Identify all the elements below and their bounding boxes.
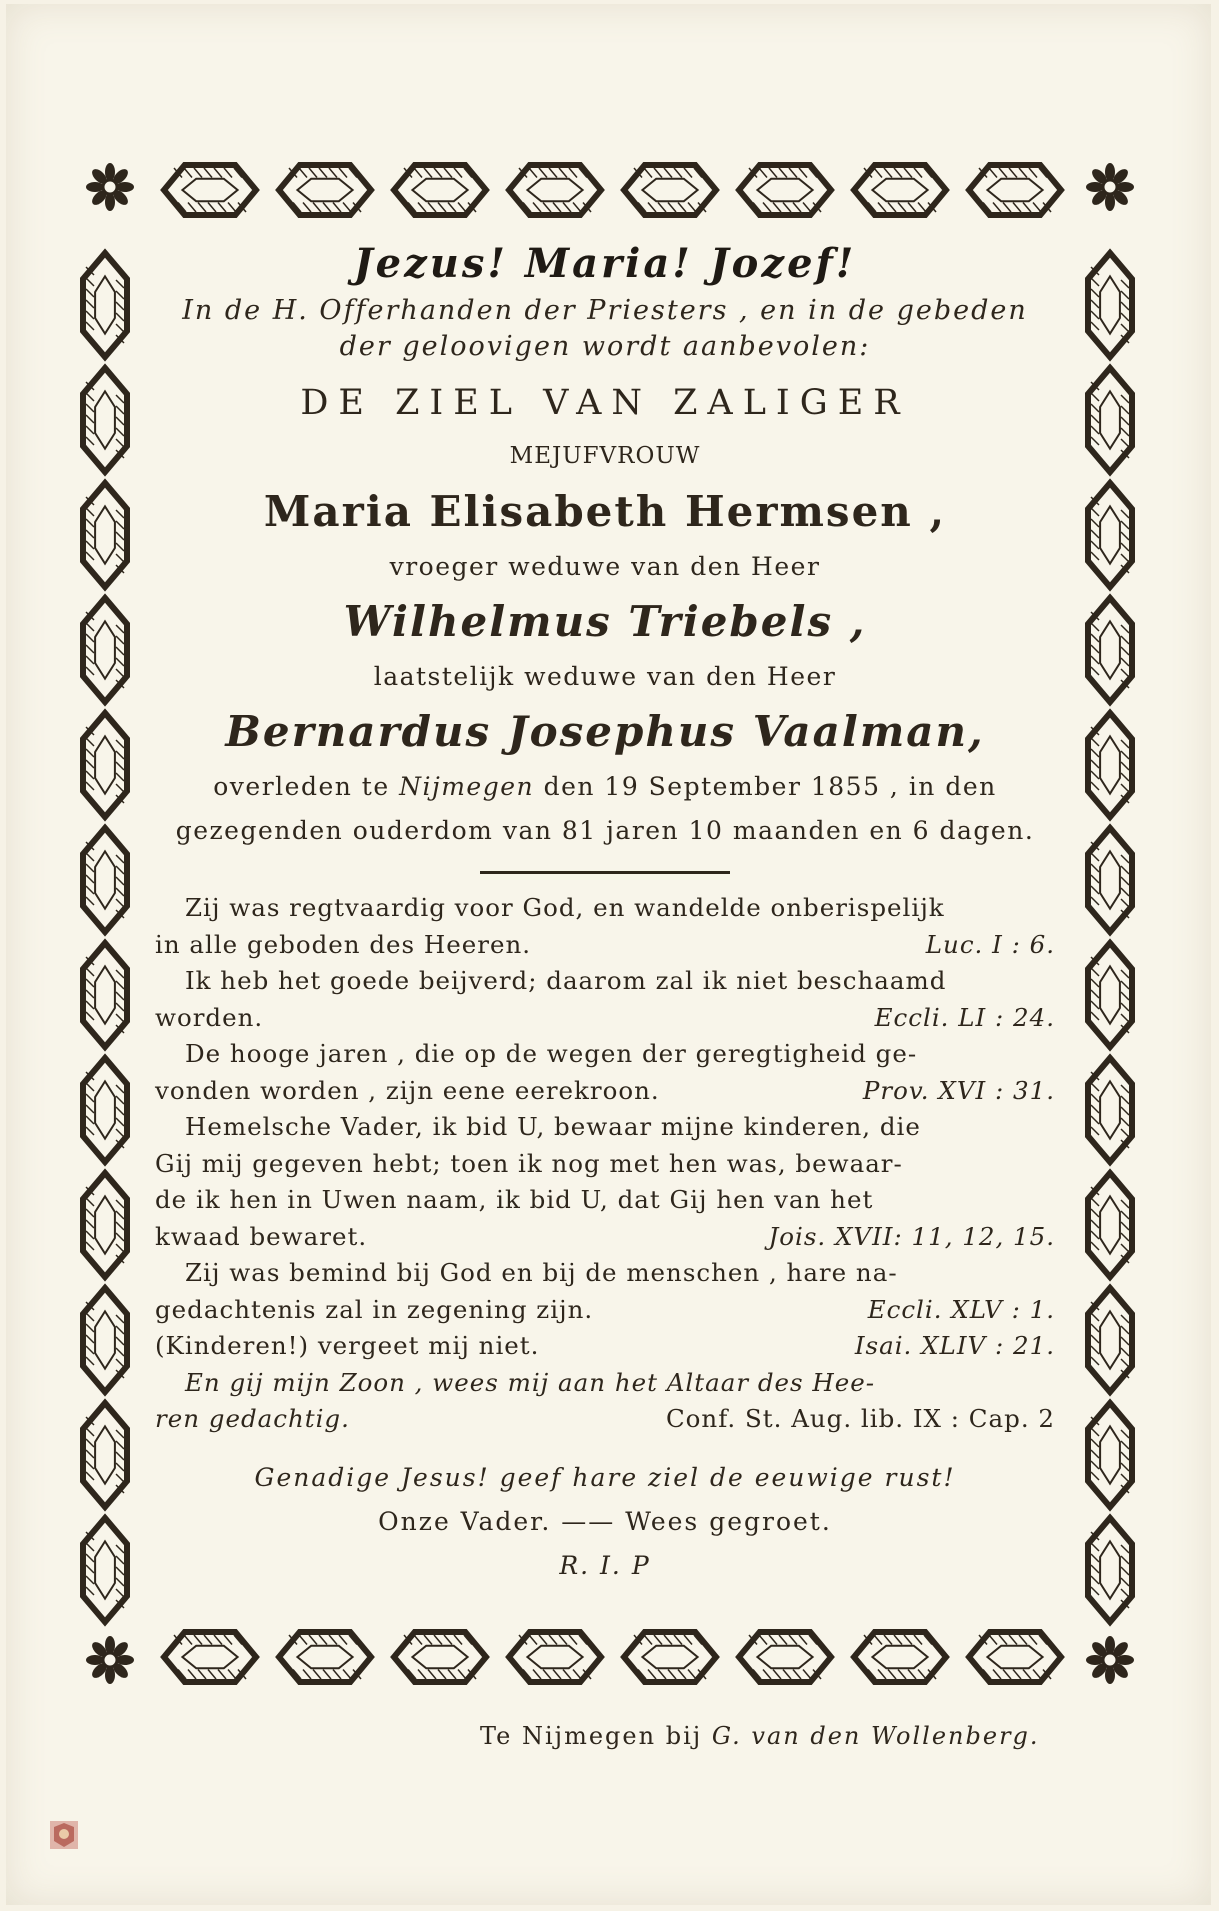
- verse-reference: Prov. XVI : 31.: [862, 1075, 1055, 1105]
- verse-reference: Luc. I : 6.: [925, 929, 1055, 959]
- verse-text: Zij was regtvaardig voor God, en wandelde onberispelijk: [185, 893, 945, 922]
- death-line-2: gezegenden ouderdom van 81 jaren 10 maanden en 6 dagen.: [175, 816, 1035, 845]
- intro-line-2: der geloovigen wordt aanbevolen:: [339, 331, 871, 362]
- deceased-name: Maria Elisabeth Hermsen ,: [263, 487, 947, 536]
- verse-reference: Eccli. XLV : 1.: [867, 1294, 1055, 1324]
- widow2-intro: laatstelijk weduwe van den Heer: [373, 662, 837, 691]
- verse-line: [155, 1109, 1055, 1146]
- soul-line: DE ZIEL VAN ZALIGER: [300, 383, 910, 423]
- verse-line: [155, 1036, 1055, 1073]
- prayer-line: Genadige Jesus! geef hare ziel de eeuwige rust!: [254, 1462, 956, 1492]
- death-line-1a: overleden te: [213, 772, 390, 801]
- death-line-1b: den 19 September 1855 , in den: [543, 772, 997, 801]
- archive-stamp-icon: [46, 1815, 82, 1855]
- corner-rosette-icon: [1086, 163, 1134, 211]
- verse-text: Ik heb het goede beijverd; daarom zal ik niet beschaamd: [185, 966, 947, 995]
- prayers-line-2: Onze Vader. —— Wees gegroet.: [378, 1506, 832, 1536]
- rip-line: R. I. P: [559, 1550, 651, 1580]
- verse-text: Hemelsche Vader, ik bid U, bewaar mijne kinderen, die: [185, 1112, 921, 1141]
- death-place: Nijmegen: [399, 772, 535, 801]
- verse-reference: Isai. XLIV : 21.: [854, 1331, 1055, 1360]
- verse-line: [155, 890, 1055, 927]
- intro-line-1: In de H. Offerhanden der Priesters , en in de gebeden: [182, 295, 1028, 326]
- verse-line: [155, 1000, 1055, 1037]
- corner-rosette-icon: [86, 163, 134, 211]
- verse-text: vonden worden , zijn eene eerekroon.: [155, 1075, 660, 1105]
- verse-line: [155, 927, 1055, 964]
- verse-line: [155, 1073, 1055, 1110]
- verse-text: kwaad bewaret.: [155, 1221, 368, 1251]
- verse-reference: Jois. XVII: 11, 12, 15.: [768, 1221, 1055, 1251]
- honorific: MEJUFVROUW: [509, 443, 701, 469]
- verse-line: [155, 1328, 1055, 1365]
- verse-line: [155, 1292, 1055, 1329]
- closing-prayers: [155, 1456, 1055, 1588]
- widow1-intro: vroeger weduwe van den Heer: [389, 552, 821, 581]
- verse-line: [155, 1219, 1055, 1256]
- husband2-name: Bernardus Josephus Vaalman,: [225, 707, 985, 756]
- verse-text: Zij was bemind bij God en bij de menschen , hare na-: [185, 1258, 898, 1287]
- divider-rule: [480, 871, 730, 874]
- verse-text: de ik hen in Uwen naam, ik bid U, dat Gij hen van het: [155, 1185, 874, 1214]
- verse-line: [155, 1182, 1055, 1219]
- verse-text: ren gedachtig.: [155, 1404, 350, 1433]
- header-invocation: Jezus! Maria! Jozef!: [353, 240, 857, 287]
- verse-text: (Kinderen!) vergeet mij niet.: [155, 1331, 540, 1360]
- verse-text: Gij mij gegeven hebt; toen ik nog met hen was, bewaar-: [155, 1148, 903, 1178]
- verse-line: [155, 963, 1055, 1000]
- verse-text: in alle geboden des Heeren.: [155, 929, 532, 959]
- corner-rosette-icon: [86, 1636, 134, 1684]
- death-line-1: [155, 765, 1055, 809]
- printer-prefix: Te Nijmegen bij: [480, 1722, 703, 1750]
- printer-name: G. van den Wollenberg.: [711, 1722, 1040, 1750]
- verse-line: [155, 1365, 1055, 1402]
- verse-text: worden.: [155, 1002, 264, 1032]
- printer-imprint: [480, 1722, 1040, 1750]
- husband1-name: Wilhelmus Triebels ,: [343, 597, 867, 646]
- verse-line: [155, 1255, 1055, 1292]
- verse-text: gedachtenis zal in zegening zijn.: [155, 1294, 594, 1324]
- verse-reference: Conf. St. Aug. lib. IX : Cap. 2: [665, 1404, 1055, 1433]
- verse-text: En gij mijn Zoon , wees mij aan het Altaar des Hee-: [185, 1367, 875, 1397]
- verse-reference: Eccli. LI : 24.: [874, 1002, 1055, 1032]
- corner-rosette-icon: [1086, 1636, 1134, 1684]
- verse-line: [155, 1401, 1055, 1438]
- verse-text: De hooge jaren , die op de wegen der geregtigheid ge-: [185, 1039, 918, 1068]
- scripture-verses: [155, 890, 1055, 1438]
- verse-line: [155, 1146, 1055, 1183]
- card-text: [155, 235, 1055, 1588]
